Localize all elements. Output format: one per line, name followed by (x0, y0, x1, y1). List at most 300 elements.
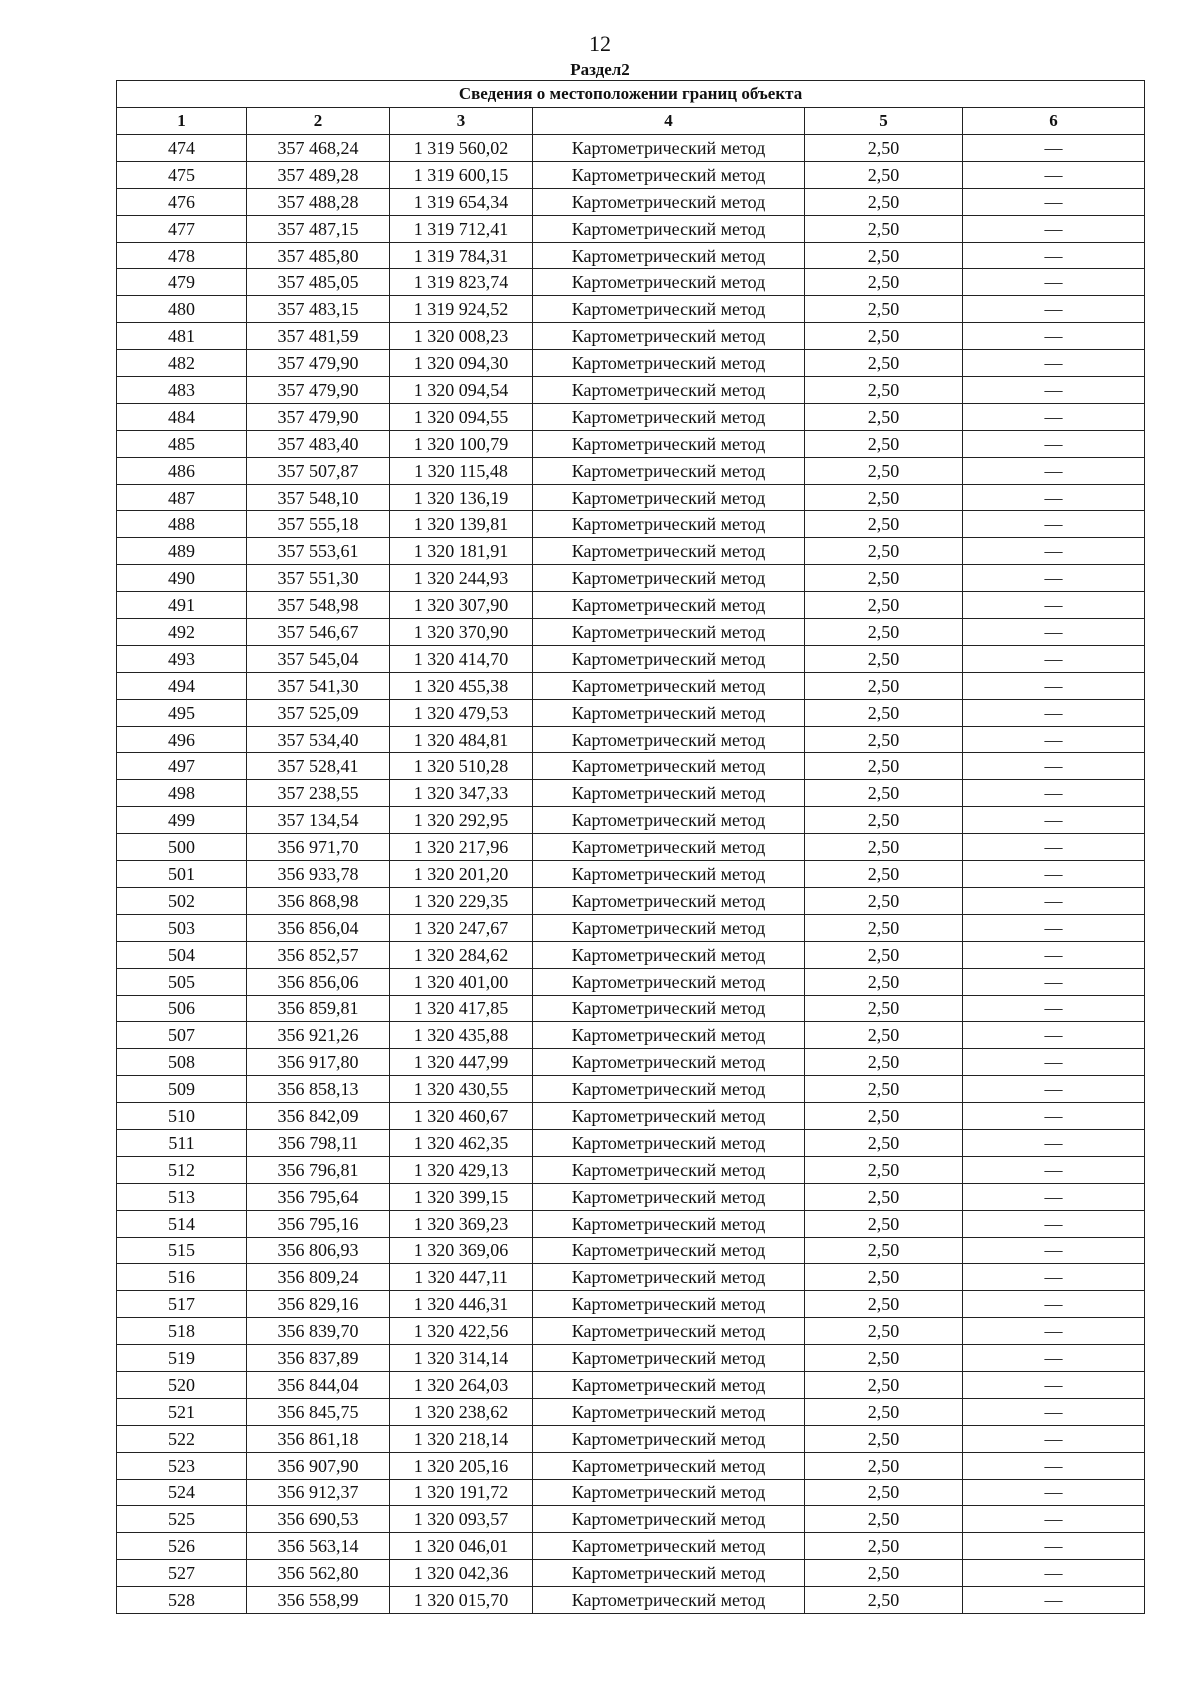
table-row (117, 135, 1145, 162)
method-cell: Картометрический метод (533, 484, 805, 511)
method-cell: Картометрический метод (533, 914, 805, 941)
table-row (117, 242, 1145, 269)
y-coordinate-cell: 1 320 115,48 (390, 457, 533, 484)
x-coordinate-cell: 356 971,70 (247, 834, 390, 861)
x-coordinate-cell: 357 134,54 (247, 807, 390, 834)
method-cell: Картометрический метод (533, 699, 805, 726)
method-cell: Картометрический метод (533, 780, 805, 807)
x-coordinate-cell: 356 842,09 (247, 1103, 390, 1130)
y-coordinate-cell: 1 320 244,93 (390, 565, 533, 592)
description-cell: — (963, 1210, 1145, 1237)
description-cell: — (963, 1425, 1145, 1452)
x-coordinate-cell: 357 481,59 (247, 323, 390, 350)
accuracy-cell: 2,50 (805, 780, 963, 807)
description-cell: — (963, 1076, 1145, 1103)
table-row (117, 1398, 1145, 1425)
x-coordinate-cell: 356 861,18 (247, 1425, 390, 1452)
y-coordinate-cell: 1 320 369,06 (390, 1237, 533, 1264)
x-coordinate-cell: 356 563,14 (247, 1533, 390, 1560)
point-number-cell: 481 (117, 323, 247, 350)
x-coordinate-cell: 357 548,98 (247, 592, 390, 619)
description-cell: — (963, 1103, 1145, 1130)
point-number-cell: 487 (117, 484, 247, 511)
method-cell: Картометрический метод (533, 726, 805, 753)
method-cell: Картометрический метод (533, 377, 805, 404)
description-cell: — (963, 968, 1145, 995)
description-cell: — (963, 1587, 1145, 1614)
accuracy-cell: 2,50 (805, 430, 963, 457)
accuracy-cell: 2,50 (805, 1291, 963, 1318)
point-number-cell: 527 (117, 1560, 247, 1587)
table-row (117, 430, 1145, 457)
column-header-4: 4 (533, 108, 805, 135)
method-cell: Картометрический метод (533, 1398, 805, 1425)
method-cell: Картометрический метод (533, 941, 805, 968)
table-row (117, 1237, 1145, 1264)
method-cell: Картометрический метод (533, 753, 805, 780)
table-row (117, 1076, 1145, 1103)
boundary-coordinates-table (116, 80, 1145, 1614)
table-row (117, 1452, 1145, 1479)
method-cell: Картометрический метод (533, 995, 805, 1022)
table-row (117, 215, 1145, 242)
method-cell: Картометрический метод (533, 1237, 805, 1264)
description-cell: — (963, 215, 1145, 242)
accuracy-cell: 2,50 (805, 699, 963, 726)
y-coordinate-cell: 1 320 460,67 (390, 1103, 533, 1130)
point-number-cell: 512 (117, 1156, 247, 1183)
description-cell: — (963, 377, 1145, 404)
description-cell: — (963, 430, 1145, 457)
method-cell: Картометрический метод (533, 188, 805, 215)
accuracy-cell: 2,50 (805, 1345, 963, 1372)
y-coordinate-cell: 1 320 510,28 (390, 753, 533, 780)
description-cell: — (963, 188, 1145, 215)
x-coordinate-cell: 356 690,53 (247, 1506, 390, 1533)
table-row (117, 296, 1145, 323)
x-coordinate-cell: 357 479,90 (247, 403, 390, 430)
accuracy-cell: 2,50 (805, 1452, 963, 1479)
accuracy-cell: 2,50 (805, 1479, 963, 1506)
method-cell: Картометрический метод (533, 834, 805, 861)
y-coordinate-cell: 1 320 284,62 (390, 941, 533, 968)
y-coordinate-cell: 1 320 314,14 (390, 1345, 533, 1372)
method-cell: Картометрический метод (533, 269, 805, 296)
method-cell: Картометрический метод (533, 1452, 805, 1479)
description-cell: — (963, 807, 1145, 834)
y-coordinate-cell: 1 320 401,00 (390, 968, 533, 995)
accuracy-cell: 2,50 (805, 323, 963, 350)
table-caption-row (117, 81, 1145, 108)
point-number-cell: 504 (117, 941, 247, 968)
y-coordinate-cell: 1 320 094,54 (390, 377, 533, 404)
accuracy-cell: 2,50 (805, 1022, 963, 1049)
x-coordinate-cell: 356 839,70 (247, 1318, 390, 1345)
table-row (117, 457, 1145, 484)
x-coordinate-cell: 356 829,16 (247, 1291, 390, 1318)
accuracy-cell: 2,50 (805, 1076, 963, 1103)
y-coordinate-cell: 1 320 015,70 (390, 1587, 533, 1614)
accuracy-cell: 2,50 (805, 1398, 963, 1425)
y-coordinate-cell: 1 320 347,33 (390, 780, 533, 807)
table-row (117, 161, 1145, 188)
accuracy-cell: 2,50 (805, 887, 963, 914)
x-coordinate-cell: 356 868,98 (247, 887, 390, 914)
description-cell: — (963, 995, 1145, 1022)
point-number-cell: 494 (117, 672, 247, 699)
point-number-cell: 479 (117, 269, 247, 296)
y-coordinate-cell: 1 320 430,55 (390, 1076, 533, 1103)
y-coordinate-cell: 1 320 479,53 (390, 699, 533, 726)
description-cell: — (963, 726, 1145, 753)
accuracy-cell: 2,50 (805, 968, 963, 995)
description-cell: — (963, 592, 1145, 619)
x-coordinate-cell: 357 238,55 (247, 780, 390, 807)
point-number-cell: 493 (117, 645, 247, 672)
x-coordinate-cell: 356 859,81 (247, 995, 390, 1022)
accuracy-cell: 2,50 (805, 1587, 963, 1614)
y-coordinate-cell: 1 320 447,99 (390, 1049, 533, 1076)
x-coordinate-cell: 356 921,26 (247, 1022, 390, 1049)
point-number-cell: 475 (117, 161, 247, 188)
point-number-cell: 513 (117, 1183, 247, 1210)
table-row (117, 1049, 1145, 1076)
description-cell: — (963, 1345, 1145, 1372)
accuracy-cell: 2,50 (805, 619, 963, 646)
description-cell: — (963, 1237, 1145, 1264)
y-coordinate-cell: 1 320 462,35 (390, 1129, 533, 1156)
table-row (117, 968, 1145, 995)
table-row (117, 941, 1145, 968)
table-row (117, 1425, 1145, 1452)
method-cell: Картометрический метод (533, 1156, 805, 1183)
point-number-cell: 492 (117, 619, 247, 646)
description-cell: — (963, 457, 1145, 484)
point-number-cell: 485 (117, 430, 247, 457)
point-number-cell: 509 (117, 1076, 247, 1103)
point-number-cell: 476 (117, 188, 247, 215)
y-coordinate-cell: 1 320 307,90 (390, 592, 533, 619)
point-number-cell: 505 (117, 968, 247, 995)
method-cell: Картометрический метод (533, 242, 805, 269)
y-coordinate-cell: 1 320 217,96 (390, 834, 533, 861)
point-number-cell: 484 (117, 403, 247, 430)
x-coordinate-cell: 356 858,13 (247, 1076, 390, 1103)
method-cell: Картометрический метод (533, 323, 805, 350)
table-row (117, 350, 1145, 377)
table-row (117, 995, 1145, 1022)
y-coordinate-cell: 1 320 369,23 (390, 1210, 533, 1237)
point-number-cell: 480 (117, 296, 247, 323)
description-cell: — (963, 645, 1145, 672)
table-row (117, 592, 1145, 619)
description-cell: — (963, 242, 1145, 269)
x-coordinate-cell: 357 555,18 (247, 511, 390, 538)
x-coordinate-cell: 356 907,90 (247, 1452, 390, 1479)
description-cell: — (963, 1371, 1145, 1398)
point-number-cell: 508 (117, 1049, 247, 1076)
accuracy-cell: 2,50 (805, 592, 963, 619)
y-coordinate-cell: 1 320 094,30 (390, 350, 533, 377)
accuracy-cell: 2,50 (805, 941, 963, 968)
table-row (117, 1533, 1145, 1560)
point-number-cell: 499 (117, 807, 247, 834)
point-number-cell: 496 (117, 726, 247, 753)
x-coordinate-cell: 356 795,16 (247, 1210, 390, 1237)
method-cell: Картометрический метод (533, 968, 805, 995)
table-row (117, 887, 1145, 914)
y-coordinate-cell: 1 320 191,72 (390, 1479, 533, 1506)
description-cell: — (963, 161, 1145, 188)
description-cell: — (963, 753, 1145, 780)
x-coordinate-cell: 357 479,90 (247, 350, 390, 377)
method-cell: Картометрический метод (533, 457, 805, 484)
table-row (117, 914, 1145, 941)
method-cell: Картометрический метод (533, 296, 805, 323)
table-row (117, 1183, 1145, 1210)
point-number-cell: 514 (117, 1210, 247, 1237)
accuracy-cell: 2,50 (805, 565, 963, 592)
y-coordinate-cell: 1 320 446,31 (390, 1291, 533, 1318)
point-number-cell: 524 (117, 1479, 247, 1506)
y-coordinate-cell: 1 320 139,81 (390, 511, 533, 538)
accuracy-cell: 2,50 (805, 1129, 963, 1156)
description-cell: — (963, 1318, 1145, 1345)
point-number-cell: 503 (117, 914, 247, 941)
accuracy-cell: 2,50 (805, 726, 963, 753)
accuracy-cell: 2,50 (805, 538, 963, 565)
accuracy-cell: 2,50 (805, 834, 963, 861)
x-coordinate-cell: 357 541,30 (247, 672, 390, 699)
method-cell: Картометрический метод (533, 403, 805, 430)
table-row (117, 1022, 1145, 1049)
table-row (117, 377, 1145, 404)
method-cell: Картометрический метод (533, 1371, 805, 1398)
description-cell: — (963, 1022, 1145, 1049)
accuracy-cell: 2,50 (805, 188, 963, 215)
y-coordinate-cell: 1 320 042,36 (390, 1560, 533, 1587)
description-cell: — (963, 484, 1145, 511)
accuracy-cell: 2,50 (805, 1506, 963, 1533)
x-coordinate-cell: 356 933,78 (247, 861, 390, 888)
table-row (117, 1129, 1145, 1156)
x-coordinate-cell: 356 796,81 (247, 1156, 390, 1183)
point-number-cell: 511 (117, 1129, 247, 1156)
method-cell: Картометрический метод (533, 1318, 805, 1345)
y-coordinate-cell: 1 320 046,01 (390, 1533, 533, 1560)
accuracy-cell: 2,50 (805, 403, 963, 430)
table-row (117, 834, 1145, 861)
y-coordinate-cell: 1 320 094,55 (390, 403, 533, 430)
accuracy-cell: 2,50 (805, 861, 963, 888)
accuracy-cell: 2,50 (805, 511, 963, 538)
y-coordinate-cell: 1 320 238,62 (390, 1398, 533, 1425)
x-coordinate-cell: 356 856,06 (247, 968, 390, 995)
description-cell: — (963, 914, 1145, 941)
x-coordinate-cell: 356 795,64 (247, 1183, 390, 1210)
accuracy-cell: 2,50 (805, 995, 963, 1022)
method-cell: Картометрический метод (533, 161, 805, 188)
description-cell: — (963, 672, 1145, 699)
table-row (117, 1345, 1145, 1372)
description-cell: — (963, 1129, 1145, 1156)
method-cell: Картометрический метод (533, 1183, 805, 1210)
accuracy-cell: 2,50 (805, 242, 963, 269)
point-number-cell: 497 (117, 753, 247, 780)
y-coordinate-cell: 1 320 205,16 (390, 1452, 533, 1479)
accuracy-cell: 2,50 (805, 914, 963, 941)
method-cell: Картометрический метод (533, 1587, 805, 1614)
x-coordinate-cell: 357 545,04 (247, 645, 390, 672)
x-coordinate-cell: 356 558,99 (247, 1587, 390, 1614)
y-coordinate-cell: 1 320 247,67 (390, 914, 533, 941)
table-row (117, 645, 1145, 672)
table-row (117, 807, 1145, 834)
y-coordinate-cell: 1 319 560,02 (390, 135, 533, 162)
method-cell: Картометрический метод (533, 807, 805, 834)
x-coordinate-cell: 357 483,40 (247, 430, 390, 457)
x-coordinate-cell: 357 468,24 (247, 135, 390, 162)
y-coordinate-cell: 1 319 712,41 (390, 215, 533, 242)
accuracy-cell: 2,50 (805, 1210, 963, 1237)
x-coordinate-cell: 356 912,37 (247, 1479, 390, 1506)
point-number-cell: 478 (117, 242, 247, 269)
page-number: 12 (589, 31, 611, 56)
x-coordinate-cell: 356 837,89 (247, 1345, 390, 1372)
method-cell: Картометрический метод (533, 350, 805, 377)
point-number-cell: 515 (117, 1237, 247, 1264)
accuracy-cell: 2,50 (805, 269, 963, 296)
method-cell: Картометрический метод (533, 1291, 805, 1318)
x-coordinate-cell: 357 487,15 (247, 215, 390, 242)
column-header-5: 5 (805, 108, 963, 135)
x-coordinate-cell: 357 483,15 (247, 296, 390, 323)
point-number-cell: 500 (117, 834, 247, 861)
y-coordinate-cell: 1 319 654,34 (390, 188, 533, 215)
x-coordinate-cell: 356 798,11 (247, 1129, 390, 1156)
accuracy-cell: 2,50 (805, 1318, 963, 1345)
point-number-cell: 483 (117, 377, 247, 404)
x-coordinate-cell: 356 856,04 (247, 914, 390, 941)
y-coordinate-cell: 1 320 370,90 (390, 619, 533, 646)
method-cell: Картометрический метод (533, 1129, 805, 1156)
y-coordinate-cell: 1 320 008,23 (390, 323, 533, 350)
x-coordinate-cell: 357 525,09 (247, 699, 390, 726)
accuracy-cell: 2,50 (805, 377, 963, 404)
point-number-cell: 523 (117, 1452, 247, 1479)
table-row (117, 672, 1145, 699)
x-coordinate-cell: 356 562,80 (247, 1560, 390, 1587)
point-number-cell: 502 (117, 887, 247, 914)
table-row (117, 484, 1145, 511)
y-coordinate-cell: 1 320 136,19 (390, 484, 533, 511)
accuracy-cell: 2,50 (805, 1425, 963, 1452)
accuracy-cell: 2,50 (805, 1371, 963, 1398)
description-cell: — (963, 1183, 1145, 1210)
table-row (117, 188, 1145, 215)
table-row (117, 1291, 1145, 1318)
description-cell: — (963, 1560, 1145, 1587)
description-cell: — (963, 403, 1145, 430)
point-number-cell: 490 (117, 565, 247, 592)
x-coordinate-cell: 357 485,80 (247, 242, 390, 269)
table-row (117, 538, 1145, 565)
point-number-cell: 486 (117, 457, 247, 484)
table-row (117, 1318, 1145, 1345)
point-number-cell: 517 (117, 1291, 247, 1318)
y-coordinate-cell: 1 320 429,13 (390, 1156, 533, 1183)
x-coordinate-cell: 357 485,05 (247, 269, 390, 296)
accuracy-cell: 2,50 (805, 457, 963, 484)
y-coordinate-cell: 1 320 435,88 (390, 1022, 533, 1049)
y-coordinate-cell: 1 319 784,31 (390, 242, 533, 269)
x-coordinate-cell: 357 534,40 (247, 726, 390, 753)
point-number-cell: 521 (117, 1398, 247, 1425)
point-number-cell: 491 (117, 592, 247, 619)
method-cell: Картометрический метод (533, 1264, 805, 1291)
description-cell: — (963, 699, 1145, 726)
description-cell: — (963, 834, 1145, 861)
y-coordinate-cell: 1 320 100,79 (390, 430, 533, 457)
method-cell: Картометрический метод (533, 511, 805, 538)
x-coordinate-cell: 356 917,80 (247, 1049, 390, 1076)
point-number-cell: 489 (117, 538, 247, 565)
method-cell: Картометрический метод (533, 1103, 805, 1130)
y-coordinate-cell: 1 320 292,95 (390, 807, 533, 834)
y-coordinate-cell: 1 320 447,11 (390, 1264, 533, 1291)
method-cell: Картометрический метод (533, 645, 805, 672)
table-row (117, 699, 1145, 726)
description-cell: — (963, 780, 1145, 807)
table-row (117, 726, 1145, 753)
table-row (117, 1479, 1145, 1506)
y-coordinate-cell: 1 319 924,52 (390, 296, 533, 323)
description-cell: — (963, 565, 1145, 592)
method-cell: Картометрический метод (533, 1425, 805, 1452)
accuracy-cell: 2,50 (805, 1156, 963, 1183)
x-coordinate-cell: 356 806,93 (247, 1237, 390, 1264)
point-number-cell: 526 (117, 1533, 247, 1560)
description-cell: — (963, 1264, 1145, 1291)
table-row (117, 1264, 1145, 1291)
table-row (117, 565, 1145, 592)
table-header-row (117, 108, 1145, 135)
description-cell: — (963, 861, 1145, 888)
x-coordinate-cell: 357 507,87 (247, 457, 390, 484)
method-cell: Картометрический метод (533, 1076, 805, 1103)
point-number-cell: 474 (117, 135, 247, 162)
point-number-cell: 520 (117, 1371, 247, 1398)
description-cell: — (963, 1479, 1145, 1506)
x-coordinate-cell: 356 845,75 (247, 1398, 390, 1425)
column-header-2: 2 (247, 108, 390, 135)
description-cell: — (963, 1533, 1145, 1560)
point-number-cell: 498 (117, 780, 247, 807)
method-cell: Картометрический метод (533, 672, 805, 699)
point-number-cell: 501 (117, 861, 247, 888)
accuracy-cell: 2,50 (805, 1264, 963, 1291)
accuracy-cell: 2,50 (805, 484, 963, 511)
table-row (117, 511, 1145, 538)
y-coordinate-cell: 1 319 823,74 (390, 269, 533, 296)
method-cell: Картометрический метод (533, 619, 805, 646)
method-cell: Картометрический метод (533, 1345, 805, 1372)
x-coordinate-cell: 357 489,28 (247, 161, 390, 188)
description-cell: — (963, 1452, 1145, 1479)
accuracy-cell: 2,50 (805, 1103, 963, 1130)
description-cell: — (963, 350, 1145, 377)
table-row (117, 323, 1145, 350)
